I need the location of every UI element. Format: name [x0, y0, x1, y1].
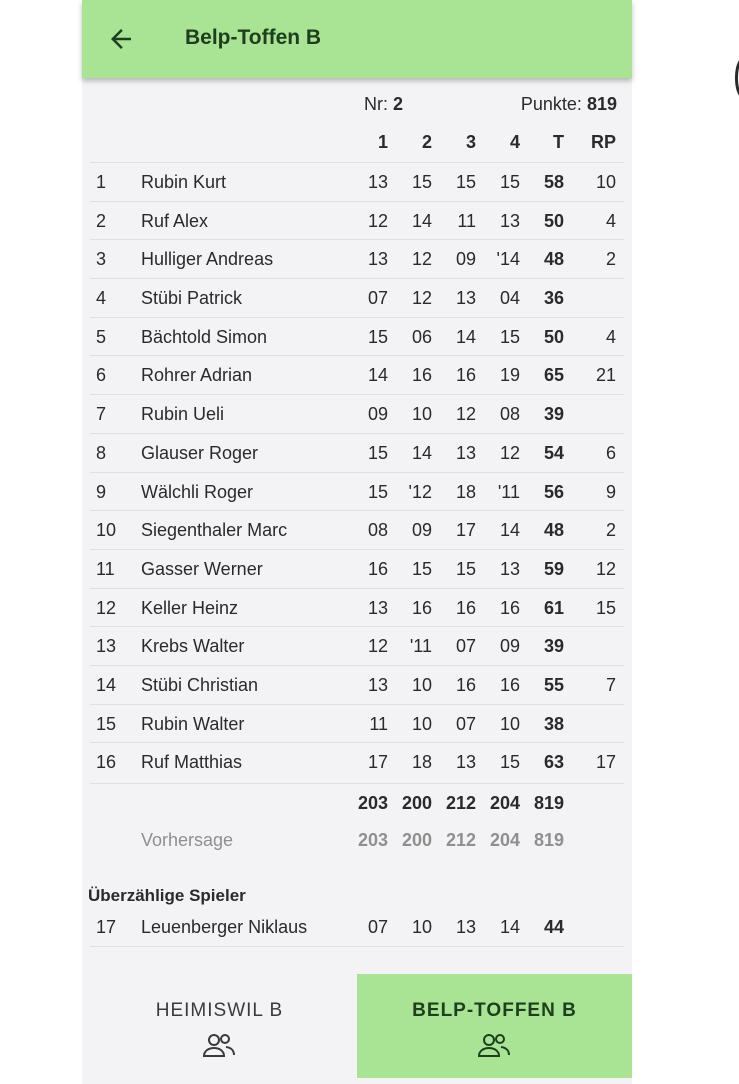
player-s3: 13 [455, 917, 476, 937]
column-header [82, 132, 632, 160]
player-s1: 16 [367, 558, 388, 579]
player-s2: 10 [411, 674, 432, 695]
player-no: 6 [96, 365, 107, 386]
player-s2: 10 [411, 917, 432, 937]
player-t: 50 [543, 210, 564, 231]
player-row[interactable] [90, 742, 624, 781]
player-s1: 15 [367, 481, 388, 502]
player-row[interactable] [90, 201, 624, 240]
player-rp: 21 [595, 365, 616, 386]
player-s3: 13 [455, 288, 476, 309]
nr-value: 2 [393, 94, 404, 114]
player-s3: 09 [455, 249, 476, 270]
player-s4: 08 [499, 404, 520, 425]
tab-label-home: HEIMISWIL B [155, 1000, 284, 1021]
player-no: 4 [96, 288, 107, 309]
player-t: 38 [543, 713, 564, 734]
player-rp: 15 [595, 597, 616, 618]
player-s2: 12 [411, 288, 432, 309]
forecast-3: 212 [445, 830, 476, 850]
column-header-2: 2 [421, 132, 432, 152]
player-name: Krebs Walter [141, 636, 245, 657]
player-rp: 10 [595, 172, 616, 192]
player-s2: 14 [411, 210, 432, 231]
player-s4: 15 [499, 326, 520, 347]
player-s2: '12 [408, 481, 432, 502]
player-no: 1 [96, 172, 107, 192]
player-row[interactable] [90, 908, 624, 947]
column-header-4: 4 [509, 132, 520, 152]
player-name: Bächtold Simon [141, 326, 268, 347]
player-t: 63 [543, 752, 564, 773]
player-s1: 15 [367, 326, 388, 347]
player-s1: 07 [367, 288, 388, 309]
player-row[interactable] [90, 626, 624, 665]
player-s1: 13 [367, 172, 388, 192]
player-s1: 17 [367, 752, 388, 773]
player-s2: 15 [411, 172, 432, 192]
player-s3: 07 [455, 636, 476, 657]
total-1: 203 [357, 793, 388, 813]
player-s4: 14 [499, 520, 520, 541]
points-summary [521, 94, 617, 115]
player-s1: 11 [369, 713, 388, 734]
player-row[interactable] [90, 317, 624, 356]
player-no: 15 [96, 713, 117, 734]
player-rp: 4 [605, 210, 616, 231]
player-no: 13 [96, 636, 117, 657]
player-s4: 09 [499, 636, 520, 657]
player-s1: 08 [367, 520, 388, 541]
player-s4: 12 [499, 442, 520, 463]
column-header-rp: RP [590, 132, 616, 152]
player-row[interactable] [90, 588, 624, 627]
player-t: 56 [543, 481, 564, 502]
player-name: Gasser Werner [141, 558, 263, 579]
player-s3: 16 [455, 365, 476, 386]
player-row[interactable] [90, 665, 624, 704]
player-t: 55 [543, 674, 564, 695]
player-no: 17 [96, 917, 117, 937]
team-tab-bar [82, 974, 632, 1084]
back-arrow-icon[interactable] [106, 24, 136, 54]
player-s3: 13 [455, 442, 476, 463]
player-no: 16 [96, 752, 117, 773]
forecast-label: Vorhersage [141, 830, 234, 850]
player-s1: 12 [367, 210, 388, 231]
player-no: 2 [96, 210, 107, 231]
player-s1: 13 [367, 597, 388, 618]
player-s3: 18 [455, 481, 476, 502]
player-s4: 15 [499, 752, 520, 773]
player-rp: 7 [605, 674, 616, 695]
tab-heimiswil-b[interactable] [82, 974, 357, 1078]
player-s3: 15 [455, 172, 476, 192]
player-rp: 4 [605, 326, 616, 347]
player-s2: 15 [411, 558, 432, 579]
player-no: 9 [96, 481, 107, 502]
player-s4: 10 [499, 713, 520, 734]
player-rp: 2 [605, 249, 616, 270]
player-row[interactable] [90, 510, 624, 549]
player-s4: 13 [499, 558, 520, 579]
player-no: 14 [96, 674, 117, 695]
player-t: 36 [543, 288, 564, 309]
group-icon [202, 1032, 236, 1058]
player-s1: 15 [367, 442, 388, 463]
total-4: 204 [489, 793, 520, 813]
player-s3: 11 [457, 210, 476, 231]
player-no: 11 [96, 558, 115, 579]
player-no: 8 [96, 442, 107, 463]
nr-label: Nr: [364, 94, 388, 114]
player-s2: 14 [411, 442, 432, 463]
edge-glyph-icon [733, 58, 739, 98]
player-name: Rubin Kurt [141, 172, 227, 192]
player-s1: 07 [367, 917, 388, 937]
player-name: Rohrer Adrian [141, 365, 253, 386]
player-t: 48 [543, 520, 564, 541]
player-s2: 06 [411, 326, 432, 347]
lineup-table [82, 78, 632, 974]
player-list [90, 162, 624, 781]
forecast-t: 819 [533, 830, 564, 850]
player-s2: 10 [411, 713, 432, 734]
player-row[interactable] [90, 472, 624, 511]
tab-belp-toffen-b[interactable] [357, 974, 632, 1078]
player-t: 65 [543, 365, 564, 386]
player-rp: 6 [605, 442, 616, 463]
player-s4: '14 [496, 249, 520, 270]
player-name: Keller Heinz [141, 597, 239, 618]
column-header-3: 3 [465, 132, 476, 152]
player-s3: 13 [455, 752, 476, 773]
points-label: Punkte: [520, 94, 582, 114]
player-row[interactable] [90, 239, 624, 278]
player-name: Siegenthaler Marc [141, 520, 288, 541]
player-s4: 15 [499, 172, 520, 192]
player-s1: 12 [367, 636, 388, 657]
column-header-1: 1 [377, 132, 388, 152]
player-name: Ruf Matthias [141, 752, 243, 773]
player-s2: '11 [409, 636, 432, 657]
player-t: 39 [543, 636, 564, 657]
total-2: 200 [401, 793, 432, 813]
player-rp: 17 [595, 752, 616, 773]
points-value: 819 [586, 94, 617, 114]
player-s3: 16 [455, 597, 476, 618]
player-t: 58 [543, 172, 564, 192]
forecast-1: 203 [357, 830, 388, 850]
player-s2: 10 [411, 404, 432, 425]
player-rp: 2 [605, 520, 616, 541]
player-row[interactable] [90, 355, 624, 394]
player-s3: 15 [455, 558, 476, 579]
player-s3: 16 [455, 674, 476, 695]
player-t: 59 [543, 558, 564, 579]
player-s1: 13 [367, 674, 388, 695]
column-header-total: T [553, 132, 564, 152]
player-s2: 12 [411, 249, 432, 270]
player-name: Ruf Alex [141, 210, 209, 231]
player-name: Rubin Walter [141, 713, 245, 734]
player-t: 44 [543, 917, 564, 937]
player-row[interactable] [90, 704, 624, 743]
player-name: Leuenberger Niklaus [141, 917, 308, 937]
app-bar [82, 0, 632, 78]
total-t: 819 [533, 793, 564, 813]
player-row[interactable] [90, 433, 624, 472]
player-t: 54 [543, 442, 564, 463]
player-name: Stübi Patrick [141, 288, 243, 309]
player-s4: 19 [499, 365, 520, 386]
page-title: Belp-Toffen B [185, 26, 322, 49]
forecast-row [90, 821, 624, 859]
extra-players-title: Überzählige Spieler [88, 886, 246, 905]
player-s2: 16 [411, 597, 432, 618]
player-name: Wälchli Roger [141, 481, 254, 502]
player-s4: 04 [499, 288, 520, 309]
total-3: 212 [445, 793, 476, 813]
player-s3: 17 [455, 520, 476, 541]
player-row[interactable] [90, 278, 624, 317]
player-s4: 13 [499, 210, 520, 231]
player-row[interactable] [90, 394, 624, 433]
team-number [364, 94, 403, 115]
player-rp: 9 [605, 481, 616, 502]
player-no: 12 [96, 597, 117, 618]
player-name: Stübi Christian [141, 674, 259, 695]
player-s1: 13 [367, 249, 388, 270]
player-s3: 07 [455, 713, 476, 734]
player-s4: '11 [497, 481, 520, 502]
player-no: 3 [96, 249, 107, 270]
player-t: 61 [543, 597, 564, 618]
player-s3: 14 [455, 326, 476, 347]
group-icon [477, 1032, 511, 1058]
player-name: Hulliger Andreas [141, 249, 274, 270]
player-no: 7 [96, 404, 107, 425]
player-s2: 18 [411, 752, 432, 773]
player-t: 50 [543, 326, 564, 347]
totals-row [90, 783, 624, 821]
player-t: 48 [543, 249, 564, 270]
player-row[interactable] [90, 162, 624, 201]
player-s1: 14 [367, 365, 388, 386]
player-no: 10 [96, 520, 117, 541]
player-s3: 12 [455, 404, 476, 425]
player-row[interactable] [90, 549, 624, 588]
player-name: Rubin Ueli [141, 404, 225, 425]
player-s1: 09 [367, 404, 388, 425]
app-screen [82, 0, 632, 1084]
tab-label-away: BELP-TOFFEN B [412, 1000, 577, 1021]
player-rp: 12 [595, 558, 616, 579]
player-s2: 16 [411, 365, 432, 386]
player-s4: 14 [499, 917, 520, 937]
forecast-4: 204 [489, 830, 520, 850]
player-s4: 16 [499, 674, 520, 695]
player-no: 5 [96, 326, 107, 347]
player-t: 39 [543, 404, 564, 425]
extra-player-list [90, 908, 624, 947]
player-s4: 16 [499, 597, 520, 618]
player-s2: 09 [411, 520, 432, 541]
forecast-2: 200 [401, 830, 432, 850]
player-name: Glauser Roger [141, 442, 259, 463]
